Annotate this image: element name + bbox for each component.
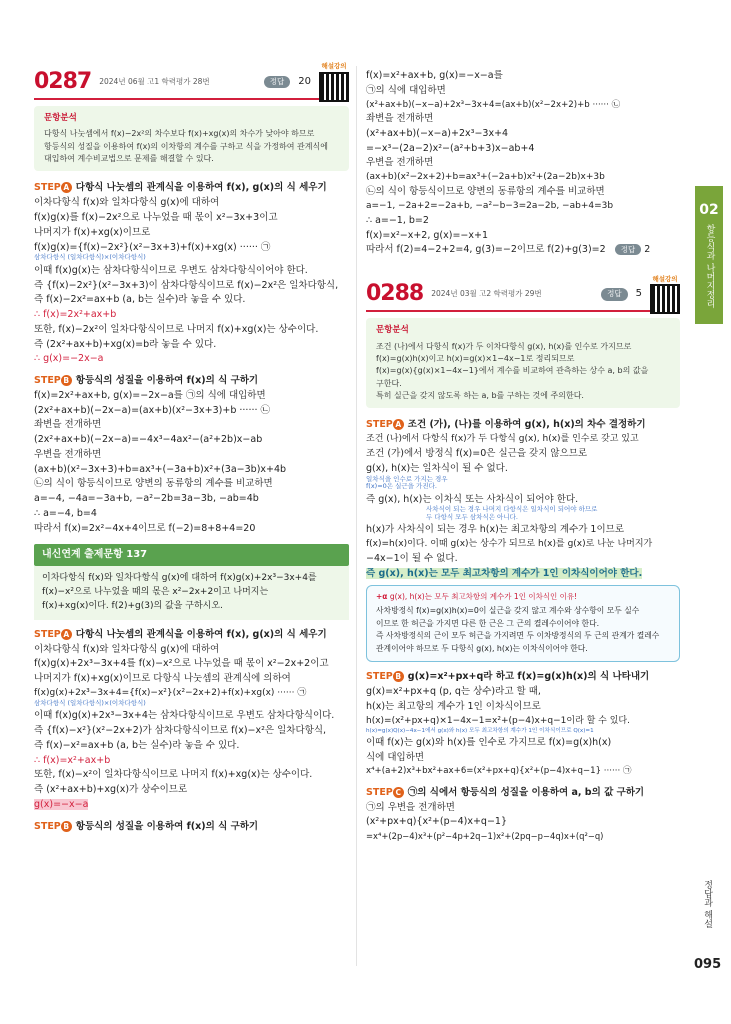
problem-number: 0287 xyxy=(34,69,92,95)
annotation-note: 일차식을 인수로 가지는 경우 xyxy=(366,474,448,483)
tip-title: +α g(x), h(x)는 모두 최고차항의 계수가 1인 이차식인 이유! xyxy=(376,591,578,601)
step-title: g(x)=x²+px+q라 하고 f(x)=g(x)h(x)의 식 나타내기 xyxy=(407,671,650,683)
solution-line: f(x)=h(x)이다. 이때 g(x)는 상수가 되므로 h(x)를 g(x)로 나눈 나머지가 xyxy=(366,539,653,550)
column-divider xyxy=(356,66,357,966)
step-b-heading: STEP B 항등식의 성질을 이용하여 f(x)의 식 구하기 xyxy=(34,375,259,387)
header-divider xyxy=(34,98,349,100)
lecture-qr[interactable] xyxy=(319,62,349,101)
solution-line: h(x)=(x²+px+q)×1−4x−1=x²+(p−4)x+q−1이라 할 수 있다. xyxy=(366,715,630,726)
left-column xyxy=(34,62,349,833)
solution-line: 좌변을 전개하면 xyxy=(366,112,434,124)
problem-header-0288 xyxy=(366,274,680,308)
final-answer-line: 따라서 f(2)=4−2+2=4, g(3)=−2이므로 f(2)+g(3)=2 정답 2 xyxy=(366,244,651,256)
analysis-box xyxy=(366,318,680,408)
linked-problem-line: f(x)+xg(x)이다. f(2)+g(3)의 값을 구하시오. xyxy=(42,600,223,611)
chapter-title: 항등식과 나머지정리 xyxy=(704,224,715,309)
link-step-b-heading: STEP B 항등식의 성질을 이용하여 f(x)의 식 구하기 xyxy=(34,820,259,832)
annotation-note: f(x)=0은 실근을 가진다. xyxy=(366,482,437,491)
plus-alpha-icon: +α xyxy=(376,591,388,601)
solution-line: f(x)=x²−x+2, g(x)=−x+1 xyxy=(366,229,489,241)
solution-line: 즉 f(x)−2x²=ax+b (a, b는 실수)라 놓을 수 있다. xyxy=(34,294,246,306)
solution-line: (ax+b)(x²−3x+3)+b=ax³+(−3a+b)x²+(3a−3b)x+4b xyxy=(34,463,287,475)
analysis-line: 조건 (나)에서 다항식 f(x)가 두 이차다항식 g(x), h(x)를 인수로 가지므로 xyxy=(376,341,632,351)
result-line: ∴ f(x)=x²+ax+b xyxy=(34,754,111,766)
step-title: 항등식의 성질을 이용하여 f(x)의 식 구하기 xyxy=(75,375,259,387)
solution-line: ∴ a=−4, b=4 xyxy=(34,507,97,519)
solution-line: g(x), h(x)는 일차식이 될 수 없다. xyxy=(366,463,508,475)
solution-line: 즉 f(x)−x²=ax+b (a, b는 실수)라 놓을 수 있다. xyxy=(34,739,240,751)
solution-line: (2x²+ax+b)(−2x−a)=(ax+b)(x²−3x+3)+b ······ ㉡ xyxy=(34,404,271,416)
analysis-line: 대입하여 계수비교법으로 문제를 해결할 수 있다. xyxy=(44,154,214,164)
step-title: 항등식의 성질을 이용하여 f(x)의 식 구하기 xyxy=(75,820,259,832)
qr-code-icon xyxy=(650,284,680,314)
linked-problem-box xyxy=(34,566,349,620)
analysis-line: 특히 실근을 갖지 않도록 하는 a, b를 구하는 것에 주의한다. xyxy=(376,391,584,401)
solution-line: (x²+ax+b)(−x−a)+2x³−3x+4 xyxy=(366,127,509,139)
step-title: 다항식 나눗셈의 관계식을 이용하여 f(x), g(x)의 식 세우기 xyxy=(75,628,327,640)
solution-line: 즉 (2x²+ax+b)+xg(x)=b라 놓을 수 있다. xyxy=(34,338,217,350)
solution-line: 나머지가 f(x)+xg(x)이므로 xyxy=(34,226,151,238)
analysis-line: f(x)=g(x)h(x)이고 h(x)=g(x)×1−4x−1로 정리되므로 xyxy=(376,353,575,363)
result-line: ∴ f(x)=2x²+ax+b xyxy=(34,309,117,321)
solution-line: f(x)=2x²+ax+b, g(x)=−2x−a를 ㉠의 식에 대입하면 xyxy=(34,389,266,401)
answer-value: 2 xyxy=(644,244,651,256)
solution-line: 조건 (나)에서 다항식 f(x)가 두 다항식 g(x), h(x)를 인수로 갖고 있고 xyxy=(366,434,639,445)
solution-line: ㉡의 식이 항등식이므로 양변의 동류항의 계수를 비교하면 xyxy=(34,478,273,490)
solution-line: f(x)g(x)+2x³−3x+4를 f(x)−x²으로 나누었을 때 몫이 x²−2x+2이고 xyxy=(34,658,329,670)
analysis-line: 구한다. xyxy=(376,378,402,388)
lecture-label: 해설강의 xyxy=(321,62,347,71)
solution-line: ㉠의 우변을 전개하면 xyxy=(366,801,455,813)
result-line: g(x)=−x−a xyxy=(34,798,89,810)
solution-line: (x²+px+q){x²+(p−4)x+q−1} xyxy=(366,816,507,828)
linked-problem-title: 내신연계 출제문항 137 xyxy=(34,544,349,567)
link-step-a-heading: STEP A 다항식 나눗셈의 관계식을 이용하여 f(x), g(x)의 식 세우기 xyxy=(34,628,327,640)
analysis-line: f(x)=g(x){g(x)×1−4x−1}에서 계수를 비교하여 관측하는 상수 a, b의 값을 xyxy=(376,366,649,376)
step-title: 다항식 나눗셈의 관계식을 이용하여 f(x), g(x)의 식 세우기 xyxy=(75,182,327,194)
solution-line: 우변을 전개하면 xyxy=(34,448,102,460)
page-number: 095 xyxy=(694,957,722,972)
analysis-box xyxy=(34,106,349,171)
solution-line: f(x)g(x)={f(x)−2x²}(x²−3x+3)+f(x)+xg(x) ······ ㉠ xyxy=(34,241,271,253)
solution-line: 이때 f(x)g(x)는 삼차다항식이므로 우변도 삼차다항식이어야 한다. xyxy=(34,264,308,276)
step-letter: A xyxy=(61,182,72,193)
annotation-note: 삼차다항식 (일차다항식)×(이차다항식) xyxy=(34,253,146,262)
lecture-label: 해설강의 xyxy=(652,274,678,283)
annotation-note: 두 다항식 모두 삼차식은 아니다. xyxy=(426,512,518,521)
solution-line: f(x)=x²+ax+b, g(x)=−x−a를 xyxy=(366,70,503,81)
solution-line: h(x)가 사차식이 되는 경우 h(x)는 최고차항의 계수가 1이므로 xyxy=(366,524,625,536)
analysis-title: 문항분석 xyxy=(44,113,77,123)
analysis-title: 문항분석 xyxy=(376,325,409,336)
solution-line: 조건 (가)에서 방정식 f(x)=0은 실근을 갖지 않으므로 xyxy=(366,448,588,460)
solution-line: 이때 f(x)g(x)+2x³−3x+4는 삼차다항식이므로 우변도 삼차다항식이다. xyxy=(34,710,335,722)
step-b-heading: STEP B g(x)=x²+px+q라 하고 f(x)=g(x)h(x)의 식 나타내기 xyxy=(366,671,650,683)
step-a-heading: STEP A 조건 (가), (나)를 이용하여 g(x), h(x)의 차수 결정하기 xyxy=(366,419,646,431)
answer-value: 5 xyxy=(635,287,642,299)
answer-label: 정답 xyxy=(615,244,642,255)
solution-line: 즉 (x²+ax+b)+xg(x)가 상수이므로 xyxy=(34,784,188,796)
solution-line: (x²+ax+b)(−x−a)+2x³−3x+4=(ax+b)(x²−2x+2)+b ······ ㉡ xyxy=(366,99,621,110)
step-c-heading: STEP C ㉠의 식에서 항등식의 성질을 이용하여 a, b의 값 구하기 xyxy=(366,786,645,798)
step-letter: B xyxy=(393,671,404,682)
analysis-line: 항등식의 성질을 이용하여 f(x)의 이차항의 계수를 구하고 식을 가정하여 관계식에 xyxy=(44,141,328,151)
answer-label: 정답 xyxy=(264,76,291,89)
annotation-note: 사차식이 되는 경우 나머지 다항식은 일차식이 되어야 하므로 xyxy=(426,505,598,514)
solution-line: ㉡의 식이 항등식이므로 양변의 동류항의 계수를 비교하면 xyxy=(366,186,605,198)
result-line: ∴ g(x)=−2x−a xyxy=(34,353,104,365)
tip-line: 즉 사차방정식의 근이 모두 허근을 가지려면 두 이차방정식의 두 근의 관계가 켤레수 xyxy=(376,631,660,641)
solution-line: =x⁴+(2p−4)x³+(p²−4p+2q−1)x²+(2pq−p−4q)x+(q²−q) xyxy=(366,831,604,842)
solution-line: f(x)g(x)+2x³−3x+4={f(x)−x²}(x²−2x+2)+f(x)+xg(x) ······ ㉠ xyxy=(34,687,307,698)
qr-code-icon xyxy=(319,72,349,102)
solution-line: ㉠의 식에 대입하면 xyxy=(366,84,446,96)
answer-label: 정답 xyxy=(601,288,628,301)
solution-line: 따라서 f(x)=2x²−4x+4이므로 f(−2)=8+8+4=20 xyxy=(34,522,256,534)
solution-line: (2x²+ax+b)(−2x−a)=−4x³−4ax²−(a²+2b)x−ab xyxy=(34,434,263,446)
linked-problem-line: 이차다항식 f(x)와 일차다항식 g(x)에 대하여 f(x)g(x)+2x³−3x+4를 xyxy=(42,573,317,584)
tip-box xyxy=(366,585,680,663)
solution-line: a=−1, −2a+2=−2a+b, −a²−b−3=2a−2b, −ab+4=3b xyxy=(366,200,614,211)
solution-line: (ax+b)(x²−2x+2)+b=ax³+(−2a+b)x²+(2a−2b)x+3b xyxy=(366,172,605,183)
solution-line: 이때 f(x)는 g(x)와 h(x)를 인수로 가지므로 f(x)=g(x)h(x) xyxy=(366,736,612,748)
solution-line: g(x)=x²+px+q (p, q는 상수)라고 할 때, xyxy=(366,686,541,698)
annotation-note: h(x)=g(x)Q(x)−4x−1에서 g(x)와 h(x) 모두 최고차항의 계수가 1인 이차식이므로 Q(x)=1 xyxy=(366,727,594,734)
step-title: 조건 (가), (나)를 이용하여 g(x), h(x)의 차수 결정하기 xyxy=(407,419,646,431)
step-a-heading: STEP A 다항식 나눗셈의 관계식을 이용하여 f(x), g(x)의 식 세우기 xyxy=(34,182,327,194)
tip-line: 사차방정식 f(x)=g(x)h(x)=0이 실근을 갖지 않고 계수와 상수항이 모두 실수 xyxy=(376,606,640,616)
tip-line: 이므로 한 허근을 가지면 다른 한 근은 그 근의 켤레수이어야 한다. xyxy=(376,618,600,628)
solution-line: 즉 g(x), h(x)는 이차식 또는 사차식이 되어야 한다. xyxy=(366,493,579,505)
step-letter: C xyxy=(393,787,404,798)
solution-line: 또한, f(x)−x²이 일차다항식이므로 나머지 f(x)+xg(x)는 상수이다. xyxy=(34,769,313,781)
solution-line: 우변을 전개하면 xyxy=(366,157,434,169)
analysis-line: 다항식 나눗셈에서 f(x)−2x²의 차수보다 f(x)+xg(x)의 차수가 낮아야 하므로 xyxy=(44,129,315,139)
solution-line: f(x)g(x)를 f(x)−2x²으로 나누었을 때 몫이 x²−3x+3이고 xyxy=(34,212,278,224)
solution-line: 나머지가 f(x)+xg(x)이므로 다항식 나눗셈의 관계식에 의하여 xyxy=(34,673,291,685)
chapter-side-tab[interactable] xyxy=(695,186,723,324)
step-letter: A xyxy=(393,419,404,430)
answer-value: 20 xyxy=(298,75,311,87)
linked-problem-line: f(x)−x²으로 나누었을 때의 몫은 x²−2x+2이고 나머지는 xyxy=(42,586,269,597)
chapter-number: 02 xyxy=(699,202,719,218)
solution-line: x⁴+(a+2)x³+bx²+ax+6=(x²+px+q){x²+(p−4)x+q−1} ······ ㉠ xyxy=(366,766,632,777)
step-letter: B xyxy=(61,375,72,386)
step-letter: A xyxy=(61,629,72,640)
solution-line: 이차다항식 f(x)와 일차다항식 g(x)에 대하여 xyxy=(34,643,220,655)
step-letter: B xyxy=(61,821,72,832)
solution-line: =−x³−(2a−2)x²−(a²+b+3)x−ab+4 xyxy=(366,142,535,154)
solution-line: 즉 {f(x)−x²}(x²−2x+2)가 삼차다항식이므로 f(x)−x²은 일차다항식, xyxy=(34,725,327,737)
problem-number: 0288 xyxy=(366,281,424,307)
solution-line: 이차다항식 f(x)와 일차다항식 g(x)에 대하여 xyxy=(34,197,220,209)
problem-source: 2024년 06월 고1 학력평가 28번 xyxy=(99,76,210,86)
solution-line: 또한, f(x)−2x²이 일차다항식이므로 나머지 f(x)+xg(x)는 상수이다. xyxy=(34,323,319,335)
problem-header-0287 xyxy=(34,62,349,96)
solution-line: a=−4, −4a=−3a+b, −a²−2b=3a−3b, −ab=4b xyxy=(34,493,259,505)
step-title: ㉠의 식에서 항등식의 성질을 이용하여 a, b의 값 구하기 xyxy=(407,786,645,798)
right-column xyxy=(366,68,680,843)
answer-section-tab: 정답과 해설 xyxy=(702,880,713,928)
lecture-qr[interactable] xyxy=(650,275,680,314)
header-divider xyxy=(366,310,680,312)
solution-line: −4x−1이 될 수 없다. xyxy=(366,553,458,565)
solution-line: 식에 대입하면 xyxy=(366,751,425,763)
result-line: 즉 g(x), h(x)는 모두 최고차항의 계수가 1인 이차식이어야 한다. xyxy=(366,567,643,579)
solution-line: ∴ a=−1, b=2 xyxy=(366,214,429,226)
solution-line: 좌변을 전개하면 xyxy=(34,419,102,431)
annotation-note: 삼차다항식 (일차다항식)×(이차다항식) xyxy=(34,698,146,707)
problem-source: 2024년 03월 고2 학력평가 29번 xyxy=(431,288,542,298)
solution-line: h(x)는 최고항의 계수가 1인 이차식이므로 xyxy=(366,700,541,712)
tip-line: 관계이어야 하므로 두 다항식 g(x), h(x)는 이차식이어야 한다. xyxy=(376,643,588,653)
solution-line: 즉 {f(x)−2x²}(x²−3x+3)이 삼차다항식이므로 f(x)−2x²은 일차다항식, xyxy=(34,279,339,291)
